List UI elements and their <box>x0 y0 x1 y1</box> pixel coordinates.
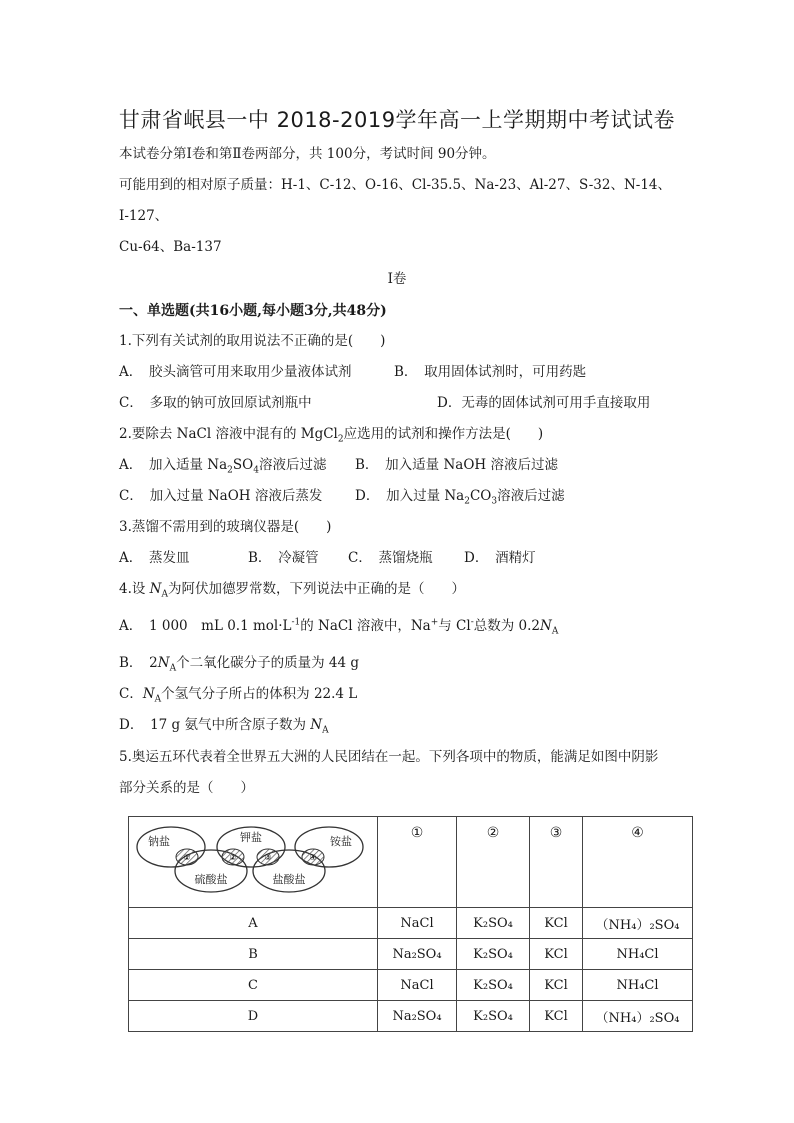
q2-option-a: A． 加入适量 $Na_2SO_4$溶液后过滤 <box>119 457 327 476</box>
overlap-mark-2: ② <box>229 853 237 862</box>
table-cell: NH₄Cl <box>583 970 693 1001</box>
table-row <box>129 908 693 939</box>
table-row <box>129 970 693 1001</box>
table-cell: KCl <box>530 939 583 970</box>
table-cell: KCl <box>530 970 583 1001</box>
q4-option-d: D． 17 g 氨气中所含原子数为 $N_A$ <box>119 717 329 736</box>
header-col-1: ① <box>378 817 457 908</box>
q3-option-c: C． 蒸馏烧瓶 <box>348 550 433 566</box>
header-col-2: ② <box>457 817 530 908</box>
q4-option-b: B． $2N_A$个二氧化碳分子的质量为 44 g <box>119 655 359 674</box>
table-cell: Na₂SO₄ <box>378 1001 457 1032</box>
intro-line-2: 可能用到的相对原子质量：H-1、C-12、O-16、Cl-35.5、Na-23、Al-27、S-32、N-14、 <box>119 177 672 193</box>
label-sulfate: 硫酸盐 <box>194 873 228 886</box>
q5-stem-line-1: 5.奥运五环代表着全世界五大洲的人民团结在一起。下列各项中的物质，能满足如图中阴影 <box>119 749 659 765</box>
volume-label: Ⅰ卷 <box>387 271 407 287</box>
table-cell: （NH₄）₂SO₄ <box>583 1001 693 1032</box>
table-row <box>129 939 693 970</box>
table-cell: Na₂SO₄ <box>378 939 457 970</box>
table-cell: NH₄Cl <box>583 939 693 970</box>
row-label: B <box>129 939 378 970</box>
row-label: D <box>129 1001 378 1032</box>
header-col-4: ④ <box>583 817 693 908</box>
table-cell: K₂SO₄ <box>457 908 530 939</box>
table-cell: K₂SO₄ <box>457 939 530 970</box>
q2-option-d: D． 加入过量 $Na_2CO_3$溶液后过滤 <box>355 488 565 507</box>
table-cell: KCl <box>530 1001 583 1032</box>
overlap-mark-1: ① <box>183 853 191 862</box>
label-potassium-salt: 钾盐 <box>240 831 262 844</box>
label-chloride: 盐酸盐 <box>272 873 306 886</box>
q2-option-c: C． 加入过量 NaOH 溶液后蒸发 <box>119 488 323 504</box>
venn-diagram-cell <box>129 817 378 908</box>
q1-option-d: D．无毒的固体试剂可用手直接取用 <box>437 395 651 411</box>
q2-option-b: B． 加入适量 NaOH 溶液后过滤 <box>355 457 558 473</box>
q3-option-b: B． 冷凝管 <box>248 550 319 566</box>
q3-option-d: D． 酒精灯 <box>464 550 536 566</box>
intro-line-4: Cu-64、Ba-137 <box>119 239 222 255</box>
table-cell: NaCl <box>378 908 457 939</box>
label-ammonium-salt: 铵盐 <box>330 835 352 848</box>
section-heading: 一、单选题(共16小题,每小题3分,共48分) <box>119 303 387 319</box>
q4-option-c: C．$N_A$个氢气分子所占的体积为 22.4 L <box>119 686 358 705</box>
q5-table <box>128 816 693 1032</box>
label-sodium-salt: 钠盐 <box>148 835 170 848</box>
table-cell: K₂SO₄ <box>457 1001 530 1032</box>
q1-stem: 1.下列有关试剂的取用说法不正确的是( ) <box>119 333 386 349</box>
venn-diagram <box>129 819 377 901</box>
q4-option-a: A． 1 000 mL 0.1 $mol\cdot L^{-1}$的 NaCl 溶液中，Na+与 Cl-总数为 $0.2N_A$ <box>119 617 559 637</box>
q1-option-a: A． 胶头滴管可用来取用少量液体试剂 <box>119 364 352 380</box>
table-cell: NaCl <box>378 970 457 1001</box>
intro-line-3: I-127、 <box>119 208 169 224</box>
q1-option-b: B． 取用固体试剂时，可用药匙 <box>394 364 587 380</box>
table-row <box>129 1001 693 1032</box>
q2-stem: 2.要除去 NaCl 溶液中混有的 MgCl$_2$应选用的试剂和操作方法是( ) <box>119 426 544 445</box>
row-label: A <box>129 908 378 939</box>
table-header-row <box>129 817 693 908</box>
overlap-mark-3: ③ <box>264 853 272 862</box>
overlap-mark-4: ④ <box>309 853 317 862</box>
q1-option-c: C． 多取的钠可放回原试剂瓶中 <box>119 395 312 411</box>
q3-stem: 3.蒸馏不需用到的玻璃仪器是( ) <box>119 519 332 535</box>
table-cell: （NH₄）₂SO₄ <box>583 908 693 939</box>
q5-stem-line-2: 部分关系的是（ ） <box>119 780 254 796</box>
header-col-3: ③ <box>530 817 583 908</box>
table-cell: KCl <box>530 908 583 939</box>
q3-option-a: A． 蒸发皿 <box>119 550 190 566</box>
page-title: 甘肃省岷县一中 2018-2019学年高一上学期期中考试试卷 <box>118 108 676 132</box>
table-cell: K₂SO₄ <box>457 970 530 1001</box>
q4-stem: 4.设 $N_A$为阿伏加德罗常数，下列说法中正确的是（ ） <box>119 581 465 600</box>
row-label: C <box>129 970 378 1001</box>
intro-line-1: 本试卷分第Ⅰ卷和第Ⅱ卷两部分，共 100分，考试时间 90分钟。 <box>119 146 496 162</box>
